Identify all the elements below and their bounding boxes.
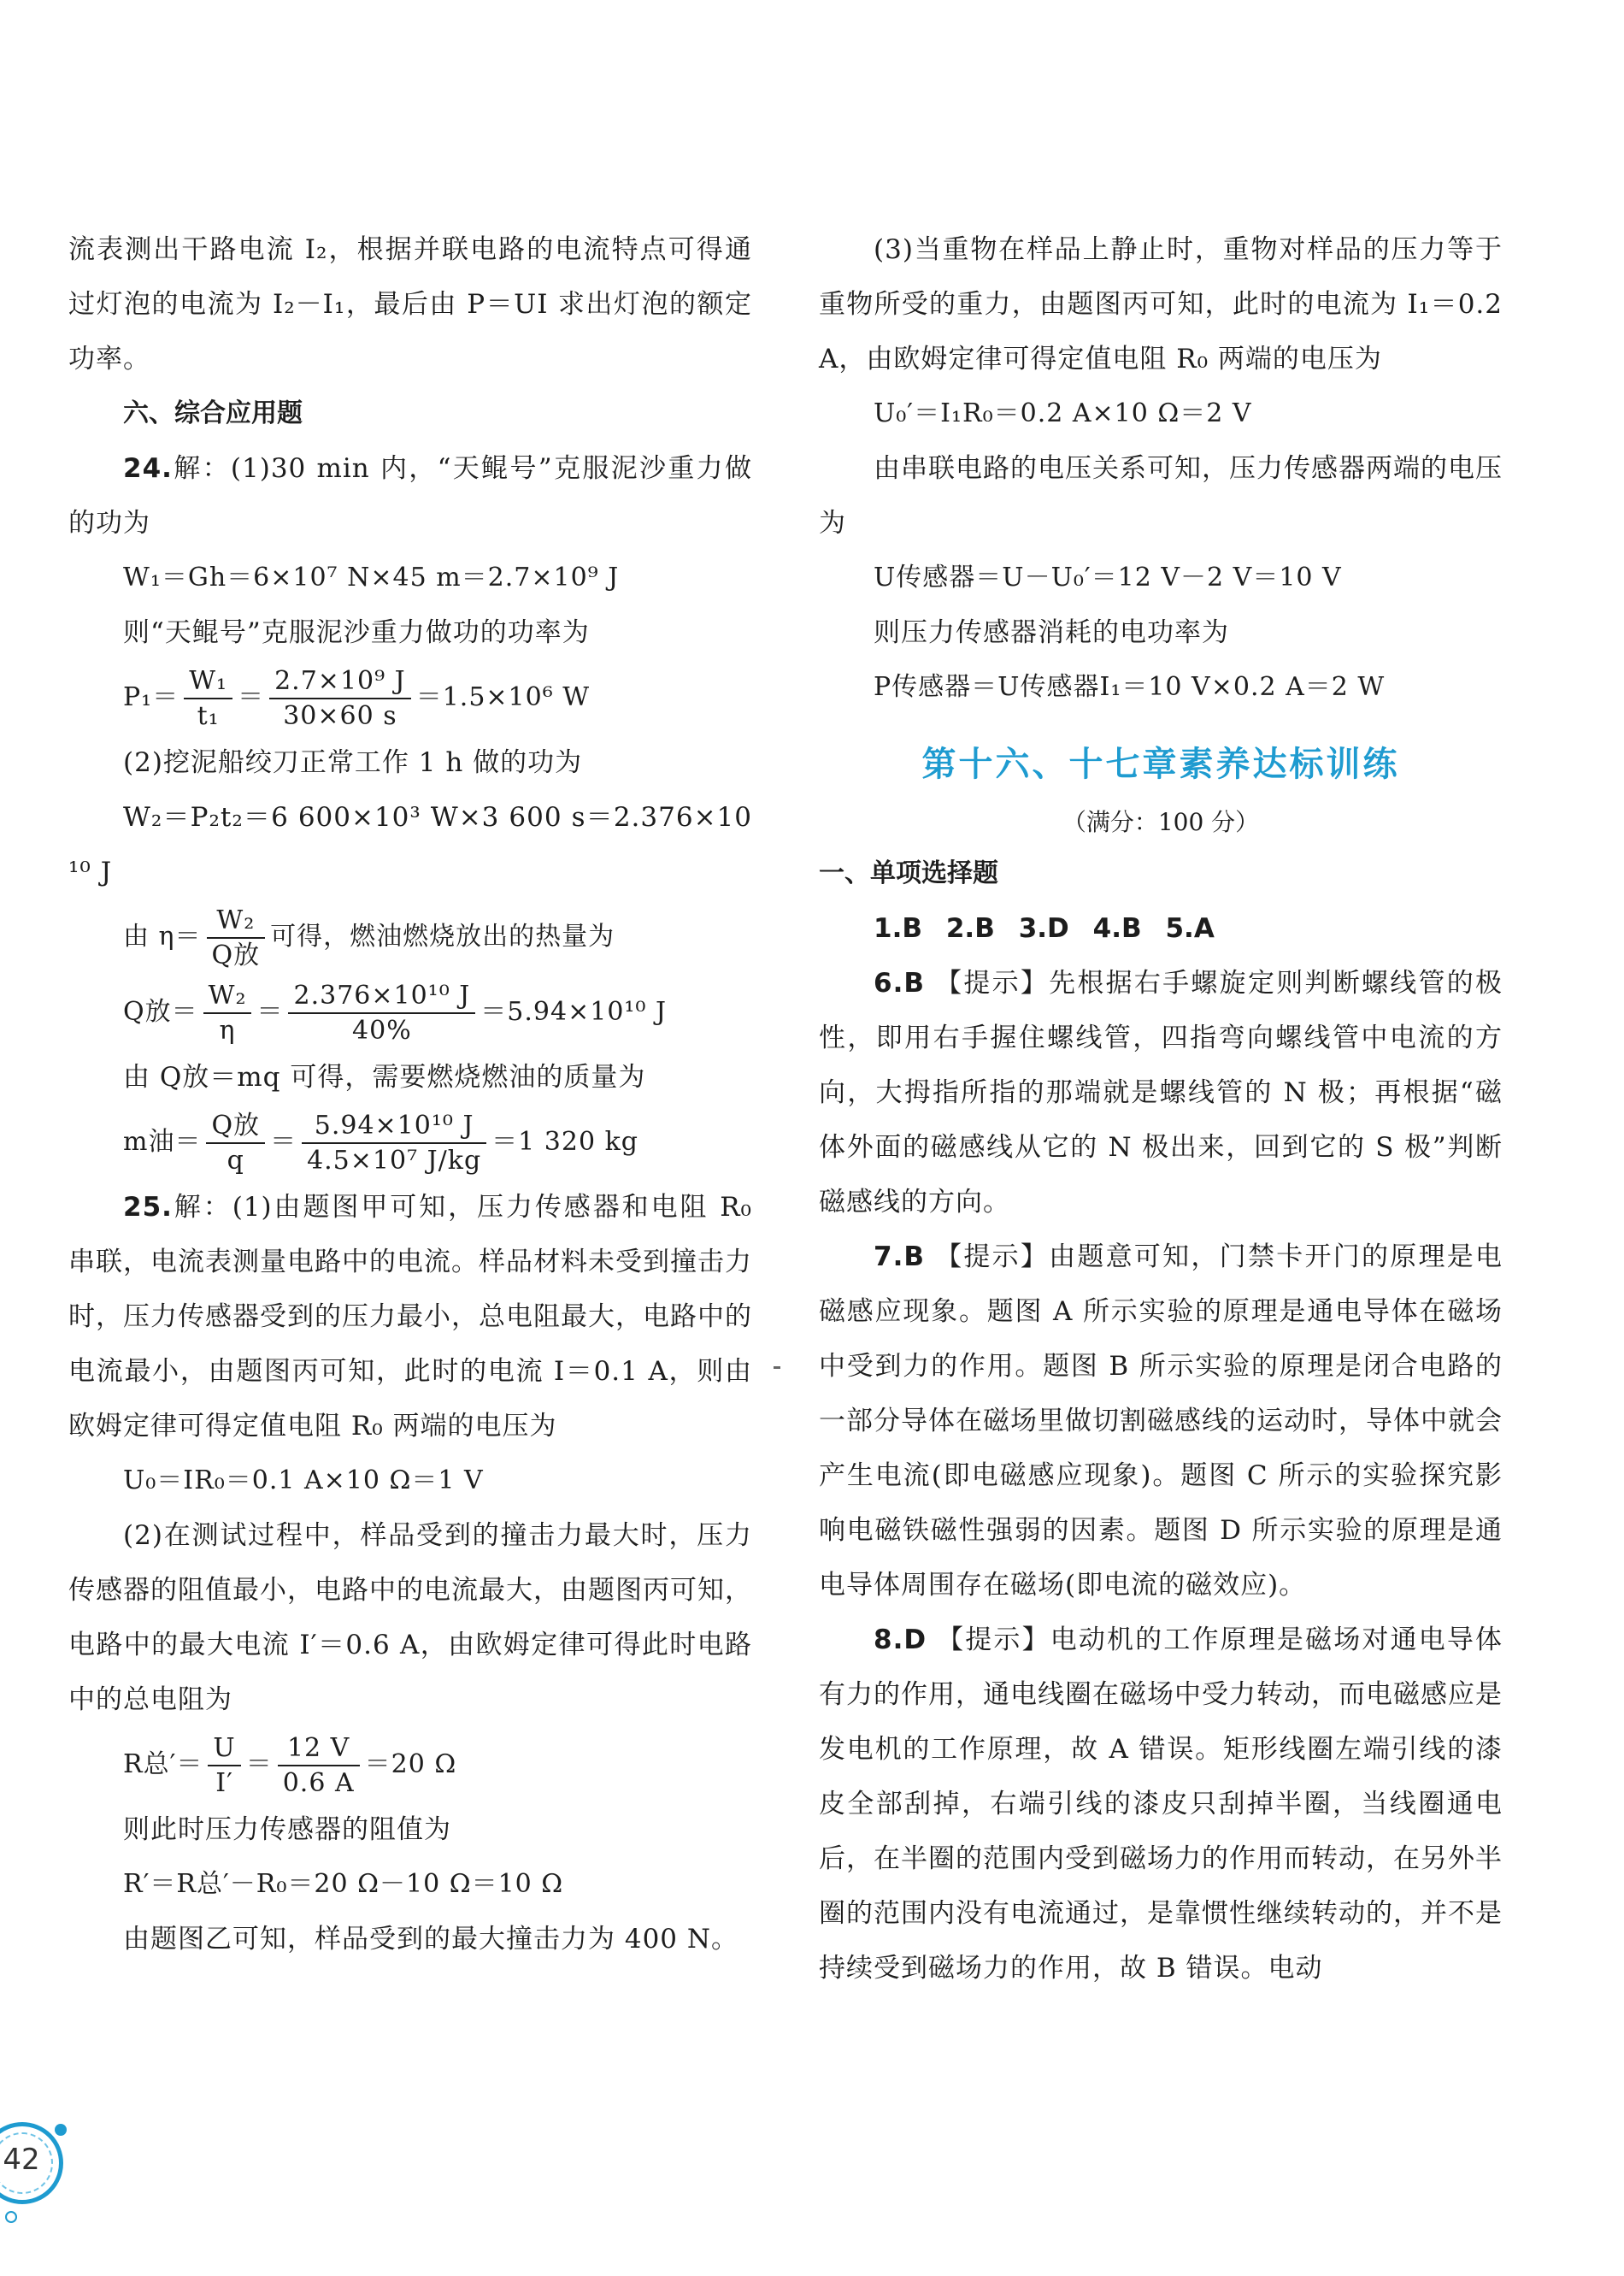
denominator: t₁ bbox=[197, 701, 220, 731]
question-text: 解：(1)由题图甲可知，压力传感器和电阻 R₀ 串联，电流表测量电路中的电流。样品材料未受到撞击力时，压力传感器受到的压力最小，总电阻最大，电路中的电流最小，由题图丙可知，此时的电流 I＝0.1 A，则由欧姆定律可得定值电阻 R₀ 两端的电压为 bbox=[68, 1192, 752, 1442]
fraction bbox=[203, 979, 252, 1047]
equation: U传感器＝U－U₀′＝12 V－2 V＝10 V bbox=[874, 563, 1342, 593]
eq-sign: ＝ bbox=[245, 1749, 273, 1779]
score-note: （满分：100 分） bbox=[1062, 808, 1260, 836]
denominator: 0.6 A bbox=[282, 1768, 355, 1798]
eq-sign: ＝ bbox=[270, 1127, 297, 1157]
denominator: 30×60 s bbox=[283, 701, 397, 731]
fraction bbox=[184, 664, 232, 733]
answer: 3.D bbox=[1018, 913, 1069, 944]
answer-list bbox=[874, 901, 1503, 956]
question-number: 25. bbox=[123, 1192, 173, 1223]
eq-rhs: ＝20 Ω bbox=[364, 1749, 457, 1779]
equation-fraction bbox=[123, 975, 752, 1050]
paragraph: 由串联电路的电压关系可知，压力传感器两端的电压为 bbox=[819, 453, 1503, 539]
fraction bbox=[302, 1109, 486, 1177]
right-column bbox=[819, 222, 1503, 1996]
question-text: 【提示】电动机的工作原理是磁场对通电导体有力的作用，通电线圈在磁场中受力转动，而电磁感应是发电机的工作原理，故 A 错误。矩形线圈左端引线的漆皮全部刮掉，右端引线的漆皮只刮掉半圈，当线圈通电后，在半圈的范围内受到磁场力的作用而转动，在另外半圈的范围内没有电流通过，是靠惯性继续转动的，并不是持续受到磁场力的作用，故 B 错误。电动 bbox=[819, 1624, 1503, 1984]
margin-mark bbox=[774, 1366, 780, 1369]
badge-dot bbox=[55, 2124, 67, 2136]
equation: P传感器＝U传感器I₁＝10 V×0.2 A＝2 W bbox=[874, 672, 1386, 702]
page-number-badge bbox=[0, 2122, 68, 2216]
equation: U₀＝IR₀＝0.1 A×10 Ω＝1 V bbox=[123, 1465, 484, 1495]
eq-sign: ＝ bbox=[256, 997, 284, 1027]
numerator: Q放 bbox=[206, 1109, 265, 1144]
paragraph: 由题图乙可知，样品受到的最大撞击力为 400 N。 bbox=[123, 1924, 739, 1955]
paragraph: 则压力传感器消耗的电功率为 bbox=[874, 617, 1229, 648]
eq-lhs: m油＝ bbox=[123, 1127, 202, 1157]
numerator: 2.376×10¹⁰ J bbox=[288, 979, 475, 1014]
paragraph: (2)挖泥船绞刀正常工作 1 h 做的功为 bbox=[123, 747, 583, 778]
eq-rhs: ＝1.5×10⁶ W bbox=[415, 682, 591, 712]
text: 由 η＝ bbox=[123, 922, 202, 952]
numerator: W₂ bbox=[203, 979, 252, 1014]
equation-fraction bbox=[123, 660, 752, 735]
eq-lhs: Q放＝ bbox=[123, 997, 198, 1027]
numerator: W₁ bbox=[184, 664, 232, 699]
eq-lhs: P₁＝ bbox=[123, 682, 179, 712]
fraction bbox=[208, 1731, 240, 1800]
numerator: 12 V bbox=[278, 1731, 360, 1766]
question-6 bbox=[819, 956, 1503, 1229]
paragraph: (2)在测试过程中，样品受到的撞击力最大时，压力传感器的阻值最小，电路中的电流最大，由题图丙可知，电路中的最大电流 I′＝0.6 A，由欧姆定律可得此时电路中的总电阻为 bbox=[68, 1520, 752, 1715]
paragraph: (3)当重物在样品上静止时，重物对样品的压力等于重物所受的重力，由题图丙可知，此时的电流为 I₁＝0.2 A，由欧姆定律可得定值电阻 R₀ 两端的电压为 bbox=[819, 234, 1503, 374]
page-number: 42 bbox=[3, 2143, 40, 2177]
eq-lhs: R总′＝ bbox=[123, 1749, 203, 1779]
text: 可得，燃油燃烧放出的热量为 bbox=[270, 922, 615, 952]
fraction bbox=[278, 1731, 360, 1800]
equation-fraction bbox=[123, 1105, 752, 1180]
denominator: η bbox=[219, 1016, 236, 1046]
question-number: 24. bbox=[123, 453, 173, 484]
fraction bbox=[269, 664, 411, 733]
equation: R′＝R总′－R₀＝20 Ω－10 Ω＝10 Ω bbox=[123, 1869, 564, 1899]
paragraph: 则此时压力传感器的阻值为 bbox=[123, 1814, 451, 1845]
denominator: q bbox=[227, 1146, 244, 1176]
denominator: Q放 bbox=[211, 940, 261, 970]
badge-dot bbox=[5, 2211, 17, 2223]
question-text: 【提示】由题意可知，门禁卡开门的原理是电磁感应现象。题图 A 所示实验的原理是通电导体在磁场中受到力的作用。题图 B 所示实验的原理是闭合电路的一部分导体在磁场里做切割磁感线的运动时，导体中就会产生电流(即电磁感应现象)。题图 C 所示的实验探究影响电磁铁磁性强弱的因素。题图 D 所示实验的原理是通电导体周围存在磁场(即电流的磁效应)。 bbox=[819, 1241, 1503, 1601]
answer: 2.B bbox=[945, 913, 995, 944]
eq-rhs: ＝1 320 kg bbox=[491, 1127, 638, 1157]
paragraph: 由 Q放＝mq 可得，需要燃烧燃油的质量为 bbox=[123, 1062, 646, 1093]
equation: U₀′＝I₁R₀＝0.2 A×10 Ω＝2 V bbox=[874, 398, 1252, 428]
question-25 bbox=[68, 1180, 752, 1453]
question-number: 8.D bbox=[874, 1624, 927, 1655]
equation-fraction bbox=[123, 1727, 752, 1802]
fraction bbox=[288, 979, 475, 1047]
question-text: 【提示】先根据右手螺旋定则判断螺线管的极性，即用右手握住螺线管，四指弯向螺线管中电流的方向，大拇指所指的那端就是螺线管的 N 极；再根据“磁体外面的磁感线从它的 N 极出来，回到它的 S 极”判断磁感线的方向。 bbox=[819, 968, 1503, 1218]
eq-sign: ＝ bbox=[238, 682, 265, 712]
numerator: 2.7×10⁹ J bbox=[269, 664, 411, 699]
denominator: 40% bbox=[352, 1016, 412, 1046]
numerator: 5.94×10¹⁰ J bbox=[302, 1109, 486, 1144]
numerator: W₂ bbox=[207, 904, 266, 939]
fraction bbox=[207, 904, 266, 972]
fraction bbox=[206, 1109, 265, 1177]
question-24 bbox=[68, 441, 752, 551]
answer: 4.B bbox=[1092, 913, 1142, 944]
equation-wrapped: W₂＝P₂t₂＝6 600×10³ W×3 600 s＝2.376×10¹⁰ J bbox=[68, 802, 752, 887]
section-heading: 一、单项选择题 bbox=[819, 858, 998, 888]
answer: 5.A bbox=[1165, 913, 1215, 944]
numerator: U bbox=[208, 1731, 240, 1766]
question-text: 解：(1)30 min 内，“天鲲号”克服泥沙重力做的功为 bbox=[68, 453, 752, 539]
paragraph: 流表测出干路电流 I₂，根据并联电路的电流特点可得通过灯泡的电流为 I₂－I₁，最后由 P＝UI 求出灯泡的额定功率。 bbox=[68, 234, 752, 374]
answer: 1.B bbox=[874, 913, 922, 944]
equation-fraction bbox=[123, 899, 752, 975]
question-7 bbox=[819, 1229, 1503, 1613]
eq-rhs: ＝5.94×10¹⁰ J bbox=[480, 997, 668, 1027]
section-heading: 六、综合应用题 bbox=[123, 398, 303, 428]
question-number: 7.B bbox=[874, 1241, 925, 1272]
paragraph: 则“天鲲号”克服泥沙重力做功的功率为 bbox=[123, 617, 590, 648]
denominator: I′ bbox=[215, 1768, 233, 1798]
chapter-title: 第十六、十七章素养达标训练 bbox=[921, 745, 1400, 784]
denominator: 4.5×10⁷ J/kg bbox=[307, 1146, 482, 1176]
question-number: 6.B bbox=[874, 968, 925, 999]
equation: W₁＝Gh＝6×10⁷ N×45 m＝2.7×10⁹ J bbox=[123, 563, 620, 593]
question-8 bbox=[819, 1613, 1503, 1996]
left-column bbox=[68, 222, 752, 1966]
